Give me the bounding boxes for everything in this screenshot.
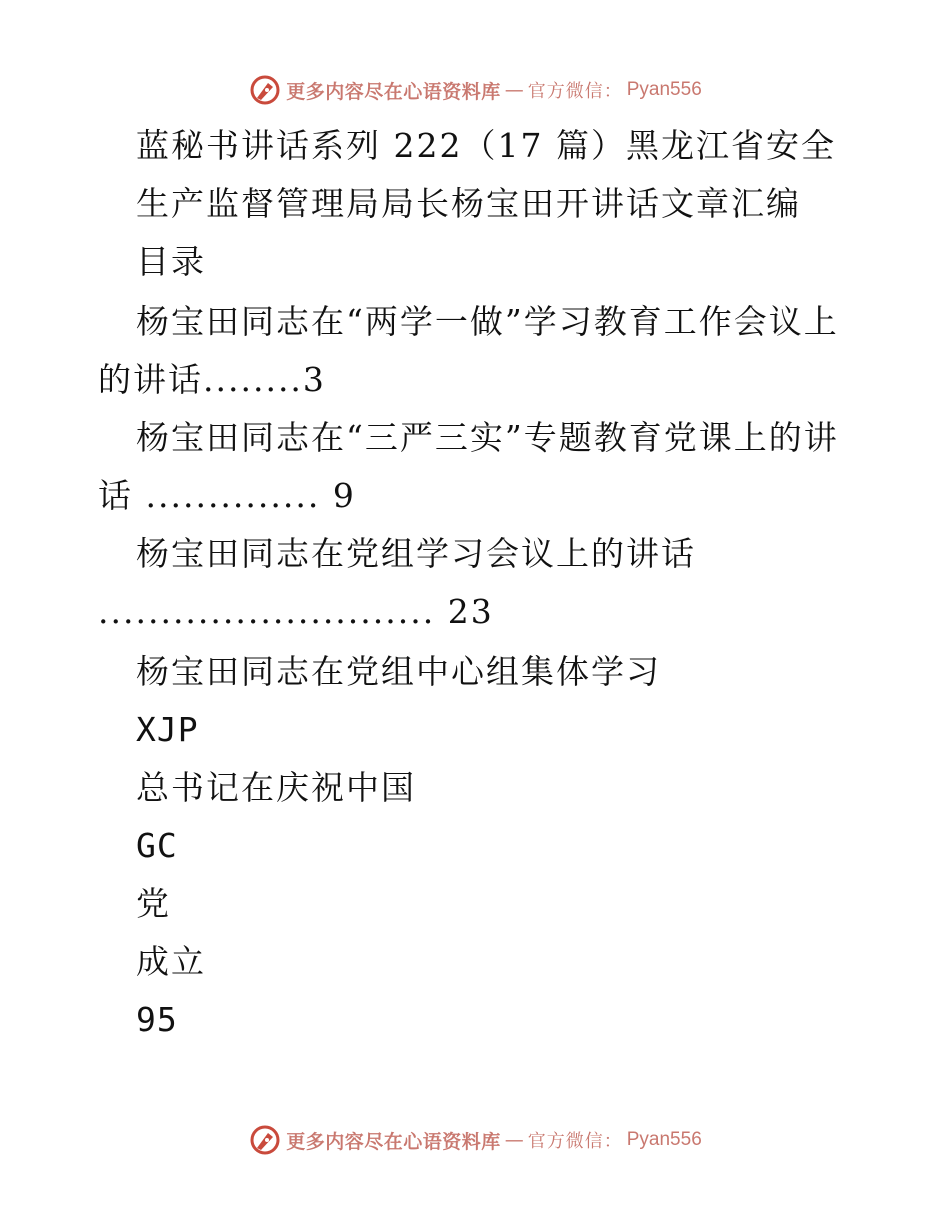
toc-fragment-4: GC	[136, 826, 178, 865]
toc-fragment-6: 成立	[136, 942, 206, 981]
watermark-banner-bottom	[0, 1120, 950, 1160]
toc-entry-2-line1: 杨宝田同志在“三严三实”专题教育党课上的讲	[136, 418, 839, 457]
toc-entry-3-line2: ........................... 23	[98, 592, 494, 631]
toc-fragment-1: 杨宝田同志在党组中心组集体学习	[136, 652, 661, 691]
watermark-wechat-label: 官方微信：	[527, 1131, 623, 1152]
pen-nib-logo-icon	[248, 1123, 282, 1157]
watermark-text: 更多内容尽在心语资料库	[286, 1130, 501, 1153]
watermark-wechat-label: 官方微信：	[527, 81, 623, 102]
watermark-wechat-id: Pyan556	[626, 79, 702, 100]
toc-heading: 目录	[136, 242, 206, 281]
watermark-separator: —	[504, 79, 524, 101]
toc-entry-3-line1: 杨宝田同志在党组学习会议上的讲话	[136, 534, 696, 573]
toc-fragment-3: 总书记在庆祝中国	[136, 768, 416, 807]
toc-fragment-2: XJP	[136, 710, 199, 749]
toc-entry-1-line1: 杨宝田同志在“两学一做”学习教育工作会议上	[136, 302, 839, 341]
watermark-text: 更多内容尽在心语资料库	[286, 80, 501, 103]
pen-nib-logo-icon	[248, 73, 282, 107]
document-title-line2: 生产监督管理局局长杨宝田开讲话文章汇编	[136, 184, 801, 223]
document-title-line1: 蓝秘书讲话系列 222（17 篇）黑龙江省安全	[136, 126, 836, 165]
toc-entry-1-line2: 的讲话........3	[98, 360, 326, 399]
watermark-separator: —	[504, 1129, 524, 1151]
watermark-wechat-id: Pyan556	[626, 1129, 702, 1150]
toc-fragment-5: 党	[136, 884, 171, 923]
toc-entry-2-line2: 话 .............. 9	[98, 476, 356, 515]
watermark-banner-top	[0, 70, 950, 110]
toc-fragment-7: 95	[136, 1000, 178, 1039]
